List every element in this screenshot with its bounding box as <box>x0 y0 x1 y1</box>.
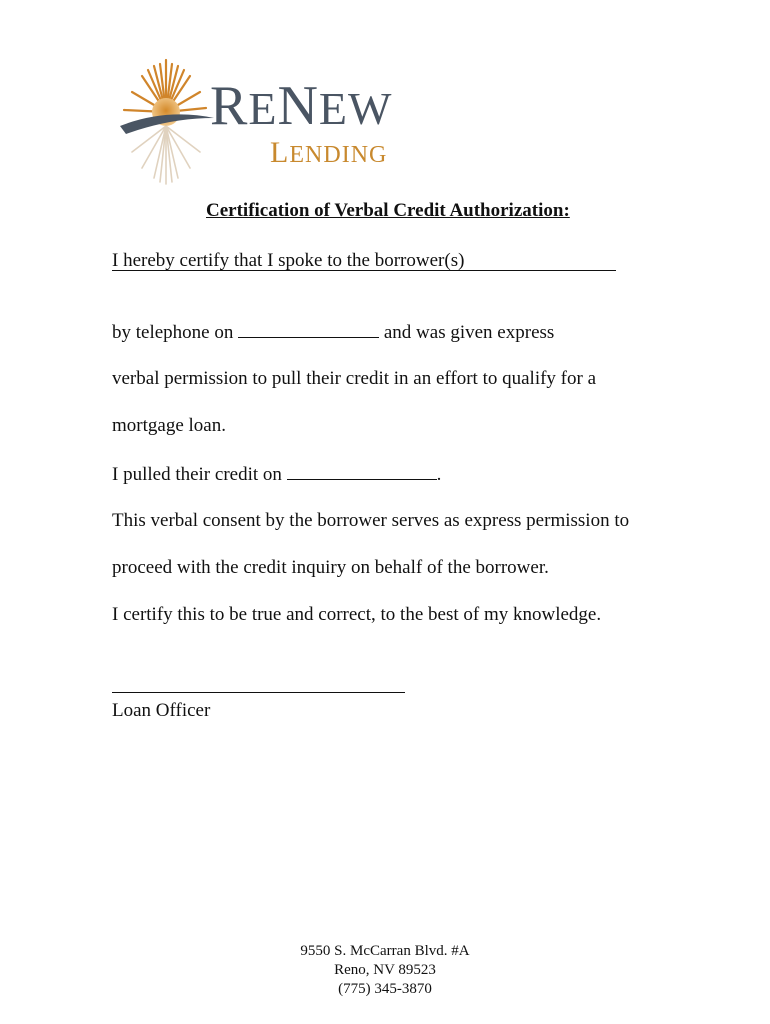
telephone-text-before: by telephone on <box>112 322 234 343</box>
permission-line: verbal permission to pull their credit in an effort to qualify for a <box>112 368 597 389</box>
telephone-line <box>112 320 554 344</box>
logo-brand-name: RENEW <box>210 75 393 137</box>
credit-pulled-period: . <box>436 464 442 485</box>
footer-address-line1: 9550 S. McCarran Blvd. #A <box>300 943 470 959</box>
telephone-date-blank[interactable] <box>238 320 379 338</box>
inquiry-line: proceed with the credit inquiry on behalf of the borrower. <box>112 557 549 578</box>
company-logo <box>118 52 418 192</box>
consent-line: This verbal consent by the borrower serves as express permission to <box>112 510 630 531</box>
credit-pulled-line <box>112 462 441 486</box>
telephone-text-after: and was given express <box>383 322 555 343</box>
certify-line: I hereby certify that I spoke to the borrower(s) <box>112 250 465 271</box>
mortgage-line: mortgage loan. <box>112 415 226 436</box>
logo-brand-subtitle: LENDING <box>270 136 388 169</box>
true-correct-line: I certify this to be true and correct, to the best of my knowledge. <box>112 604 602 625</box>
signature-blank[interactable] <box>112 692 405 693</box>
borrower-name-blank[interactable] <box>112 270 616 271</box>
credit-pulled-date-blank[interactable] <box>287 462 437 480</box>
footer-phone: (775) 345-3870 <box>338 981 432 997</box>
signature-label: Loan Officer <box>112 700 211 721</box>
document-title: Certification of Verbal Credit Authorization: <box>206 200 570 221</box>
credit-pulled-text: I pulled their credit on <box>112 464 282 485</box>
footer-address-line2: Reno, NV 89523 <box>334 962 436 978</box>
